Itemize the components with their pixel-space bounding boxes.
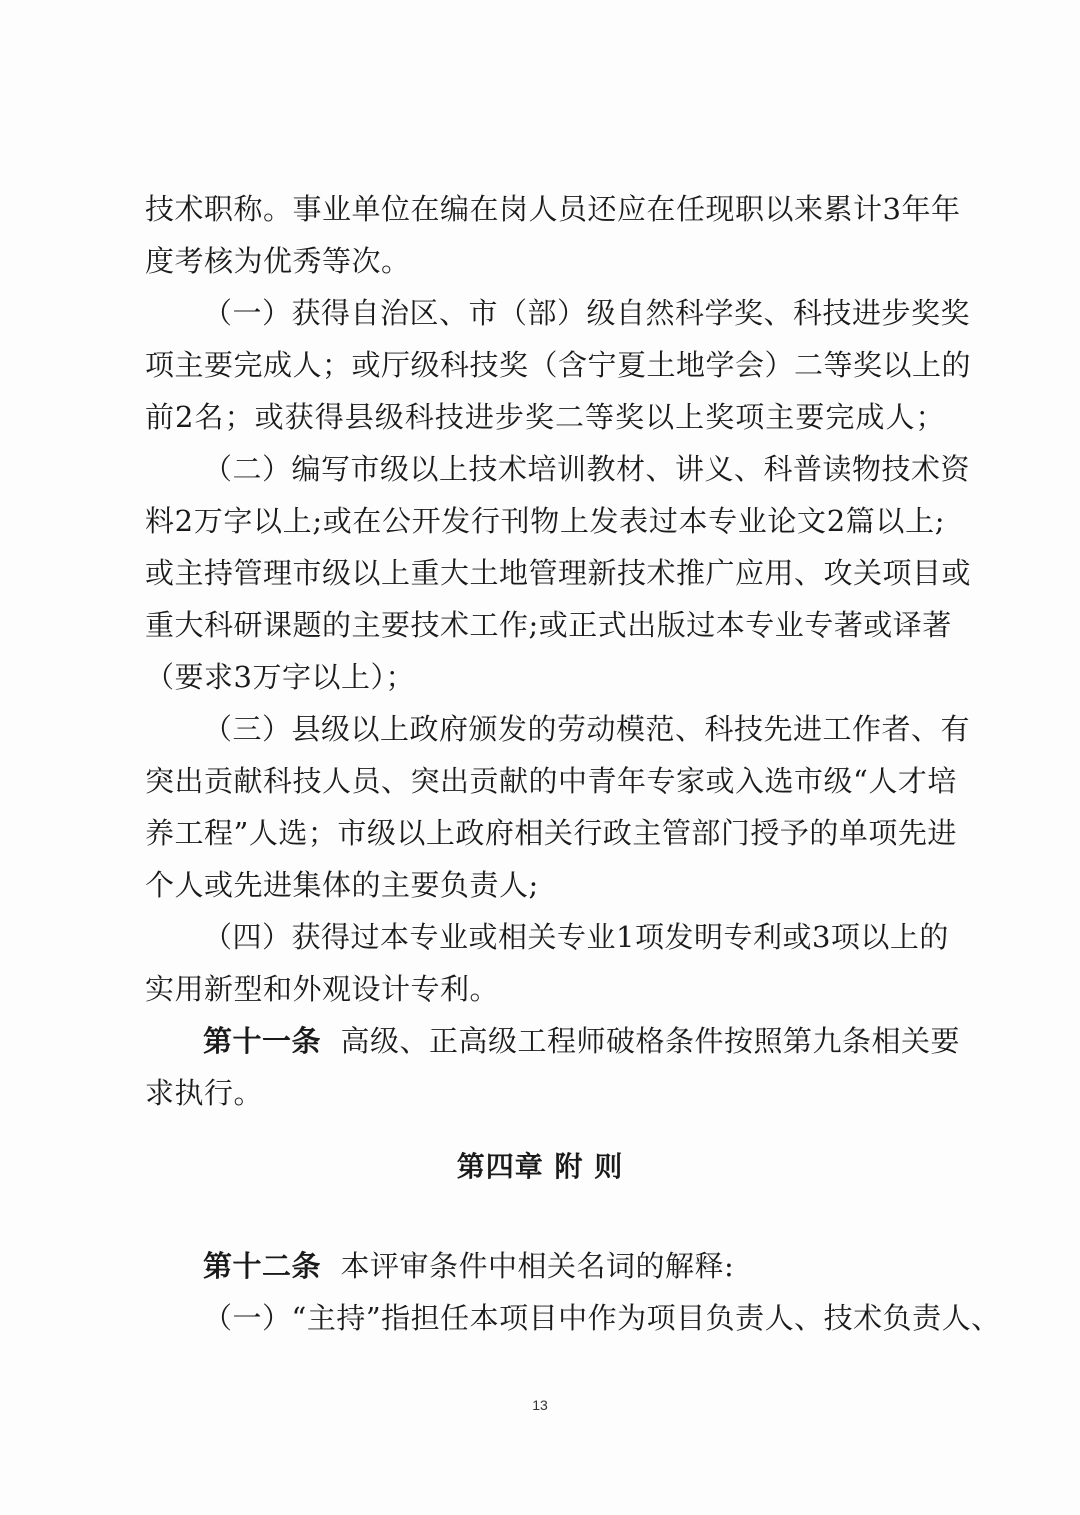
article-12-text: 本评审条件中相关名词的解释: (340, 1249, 735, 1283)
page-number: 13 (532, 1397, 548, 1413)
text-line: 前2名；或获得县级科技进步奖二等奖以上奖项主要完成人； (145, 400, 945, 434)
text-line: 突出贡献科技人员、突出贡献的中青年专家或入选市级“人才培 (145, 764, 957, 798)
article-11-line (145, 1015, 960, 1067)
body-text (145, 183, 972, 1119)
article-12-sub-line: （一）“主持”指担任本项目中作为项目负责人、技术负责人、 (203, 1301, 1001, 1335)
article-11-label: 第十一条 (203, 1024, 322, 1058)
text-line: （二）编写市级以上技术培训教材、讲义、科普读物技术资 (203, 452, 971, 486)
text-line: 或主持管理市级以上重大土地管理新技术推广应用、攻关项目或 (145, 556, 972, 590)
article-12-label: 第十二条 (203, 1249, 322, 1283)
article-11-line-2: 求执行。 (145, 1076, 264, 1110)
text-line: （四）获得过本专业或相关专业1项发明专利或3项以上的 (203, 920, 949, 954)
text-line: 实用新型和外观设计专利。 (145, 972, 500, 1006)
article-12-block (145, 1240, 1001, 1344)
chapter-title: 第四章 附 则 (456, 1150, 624, 1183)
text-line: 度考核为优秀等次。 (145, 244, 411, 278)
article-11-text: 高级、正高级工程师破格条件按照第九条相关要 (340, 1024, 960, 1058)
text-line: （三）县级以上政府颁发的劳动模范、科技先进工作者、有 (203, 712, 971, 746)
text-line: 重大科研课题的主要技术工作;或正式出版过本专业专著或译著 (145, 608, 952, 642)
text-line: 料2万字以上;或在公开发行刊物上发表过本专业论文2篇以上; (145, 504, 945, 538)
text-line: 技术职称。事业单位在编在岗人员还应在任现职以来累计3年年 (145, 192, 961, 226)
text-line: 项主要完成人；或厅级科技奖（含宁夏土地学会）二等奖以上的 (145, 348, 972, 382)
article-12-line (145, 1240, 945, 1292)
text-line: （一）获得自治区、市（部）级自然科学奖、科技进步奖奖 (203, 296, 971, 330)
text-line: （要求3万字以上）； (145, 660, 415, 694)
text-line: 个人或先进集体的主要负责人; (145, 868, 539, 902)
text-line: 养工程”人选；市级以上政府相关行政主管部门授予的单项先进 (145, 816, 957, 850)
